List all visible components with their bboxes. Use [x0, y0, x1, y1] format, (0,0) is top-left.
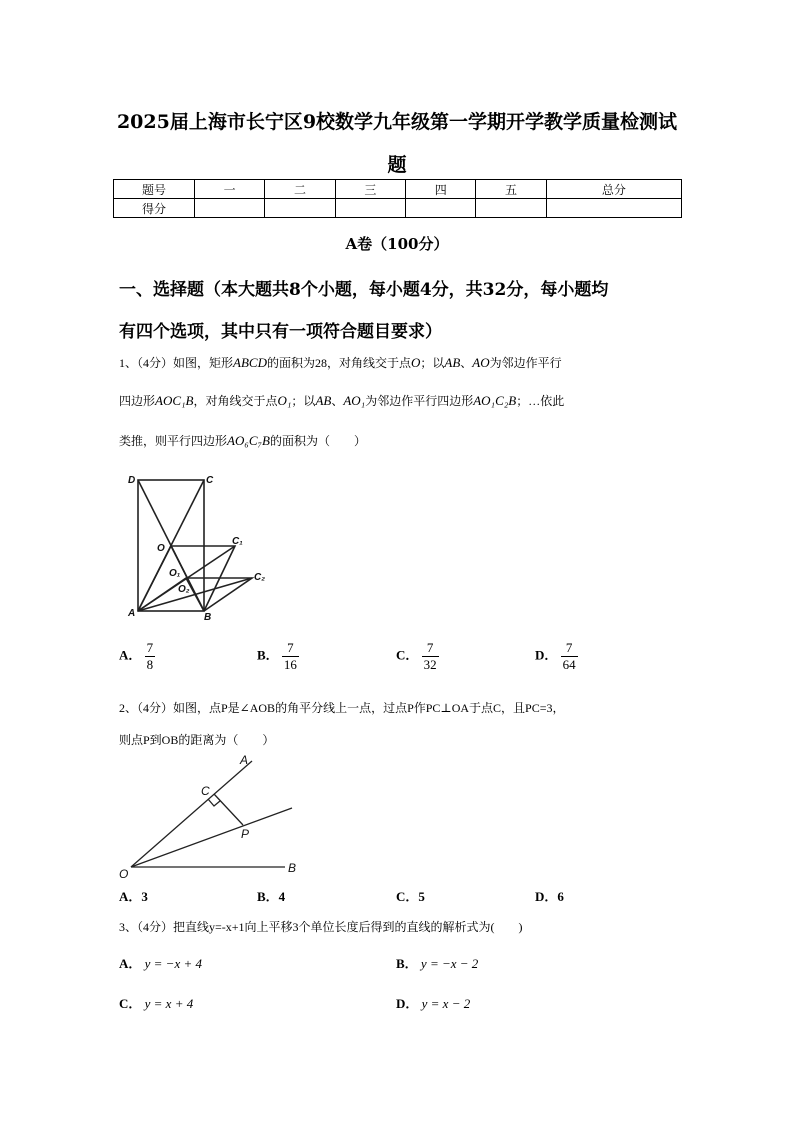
text: 、	[460, 356, 473, 370]
label-o: O	[157, 543, 165, 554]
text: ；以	[291, 394, 316, 408]
option-d[interactable]	[396, 993, 470, 1012]
denominator: 16	[283, 657, 297, 672]
option-value: 5	[418, 889, 425, 904]
label-c: C	[201, 784, 210, 798]
label-c: C	[206, 475, 214, 486]
label-c2: C₂	[254, 572, 266, 583]
text: 1、（4分）如图，矩形	[119, 356, 234, 370]
option-expression: y = −x − 2	[420, 956, 479, 971]
score-input-cell[interactable]	[265, 199, 335, 218]
question-1-line-1	[119, 354, 562, 371]
option-expression: y = x − 2	[421, 996, 471, 1011]
option-d[interactable]	[535, 886, 564, 905]
fraction	[282, 640, 299, 673]
score-input-cell[interactable]	[406, 199, 476, 218]
right-angle-mark	[208, 799, 220, 806]
option-d[interactable]	[535, 640, 578, 673]
option-a[interactable]	[119, 886, 148, 905]
option-c[interactable]	[396, 640, 439, 673]
math: AO₁	[343, 393, 366, 408]
text: 四边形	[119, 394, 156, 408]
numerator: 7	[422, 640, 439, 657]
math: AB	[315, 393, 332, 408]
label-c1: C₁	[232, 536, 243, 547]
option-value: 4	[278, 889, 286, 904]
numerator: 7	[282, 640, 299, 657]
numerator: 7	[561, 640, 578, 657]
denominator: 8	[146, 657, 154, 672]
score-input-cell[interactable]	[335, 199, 405, 218]
question-1-line-2	[119, 392, 564, 409]
label-b: B	[288, 861, 297, 875]
denominator: 64	[562, 657, 576, 672]
page-title-continued: 题	[387, 154, 407, 176]
segment-pc	[214, 794, 243, 825]
question-2-line-1: 2、（4分）如图，点P是∠AOB的角平分线上一点，过点P作PC⊥OA于点C，且PC=3，	[119, 701, 565, 715]
math: O₁	[277, 393, 292, 408]
option-label: B．	[257, 647, 279, 663]
section-heading-continued: 有四个选项，其中只有一项符合题目要求）	[119, 322, 442, 342]
option-b[interactable]	[257, 640, 299, 673]
text: 为邻边作平行四边形	[365, 394, 474, 408]
option-label: C．	[396, 647, 419, 663]
text: 、	[331, 394, 344, 408]
score-input-cell[interactable]	[476, 199, 546, 218]
math: O	[410, 355, 421, 370]
label-p: P	[241, 827, 250, 841]
table-cell: 三	[335, 180, 405, 199]
label-o2: O₂	[178, 584, 190, 595]
math: AOC₁B	[155, 393, 194, 408]
page-title: 2025届上海市长宁区9校数学九年级第一学期开学教学质量检测试	[116, 111, 678, 133]
table-cell: 四	[406, 180, 476, 199]
text: ；…依此	[516, 394, 565, 408]
option-c[interactable]	[119, 993, 193, 1012]
score-input-cell[interactable]	[546, 199, 681, 218]
option-label: A．	[119, 647, 142, 663]
ray-oa	[131, 761, 252, 867]
option-label: C．	[396, 889, 419, 904]
label-b: B	[204, 612, 212, 623]
fraction	[145, 640, 156, 673]
ray-op-bisector	[131, 808, 292, 867]
table-cell: 一	[195, 180, 265, 199]
label-o1: O₁	[169, 568, 181, 579]
option-label: A．	[119, 889, 142, 904]
math: AO₆C₇B	[227, 433, 270, 448]
option-b[interactable]	[396, 953, 478, 972]
option-label: D．	[535, 889, 558, 904]
option-expression: y = x + 4	[144, 996, 194, 1011]
text: 为邻边作平行	[489, 356, 562, 370]
table-cell: 得分	[114, 199, 195, 218]
label-d: D	[128, 475, 136, 486]
math: AB	[444, 355, 461, 370]
table-row	[114, 180, 682, 199]
label-o: O	[119, 867, 129, 880]
option-label: B．	[257, 889, 279, 904]
question-2-figure	[115, 750, 315, 880]
denominator: 32	[423, 657, 437, 672]
table-row	[114, 199, 682, 218]
label-a: A	[128, 608, 136, 619]
score-input-cell[interactable]	[195, 199, 265, 218]
label-a: A	[240, 753, 249, 767]
option-b[interactable]	[257, 886, 285, 905]
question-1-figure	[120, 470, 280, 625]
option-label: D．	[396, 996, 419, 1011]
section-heading: 一、选择题（本大题共8个小题，每小题4分，共32分，每小题均	[119, 280, 609, 300]
table-cell: 二	[265, 180, 335, 199]
text: ；以	[420, 356, 445, 370]
option-label: B．	[396, 956, 418, 971]
option-label: C．	[119, 996, 142, 1011]
option-a[interactable]	[119, 640, 155, 673]
paper-a-heading: A卷（100分）	[345, 235, 449, 253]
option-label: D．	[535, 647, 558, 663]
option-value: 6	[557, 889, 564, 904]
fraction	[561, 640, 578, 673]
math: AO₁C₂B	[473, 393, 517, 408]
text: 的面积为（ ）	[270, 434, 367, 448]
question-2-line-2: 则点P到OB的距离为（ ）	[119, 733, 275, 747]
option-label: A．	[119, 956, 142, 971]
question-3-line-1: 3、（4分）把直线y=-x+1向上平移3个单位长度后得到的直线的解析式为( )	[119, 920, 523, 934]
text: 的面积为28，对角线交于点	[266, 356, 411, 370]
option-expression: y = −x + 4	[144, 956, 202, 971]
math: AO	[472, 355, 490, 370]
table-cell: 总分	[546, 180, 681, 199]
score-table	[113, 179, 682, 218]
math: ABCD	[233, 355, 267, 370]
option-c[interactable]	[396, 886, 425, 905]
text: ，对角线交于点	[193, 394, 278, 408]
table-cell: 题号	[114, 180, 195, 199]
question-1-line-3	[119, 432, 366, 449]
option-a[interactable]	[119, 953, 202, 972]
option-value: 3	[141, 889, 148, 904]
fraction	[422, 640, 439, 673]
table-cell: 五	[476, 180, 546, 199]
text: 类推，则平行四边形	[119, 434, 228, 448]
numerator: 7	[146, 640, 154, 655]
